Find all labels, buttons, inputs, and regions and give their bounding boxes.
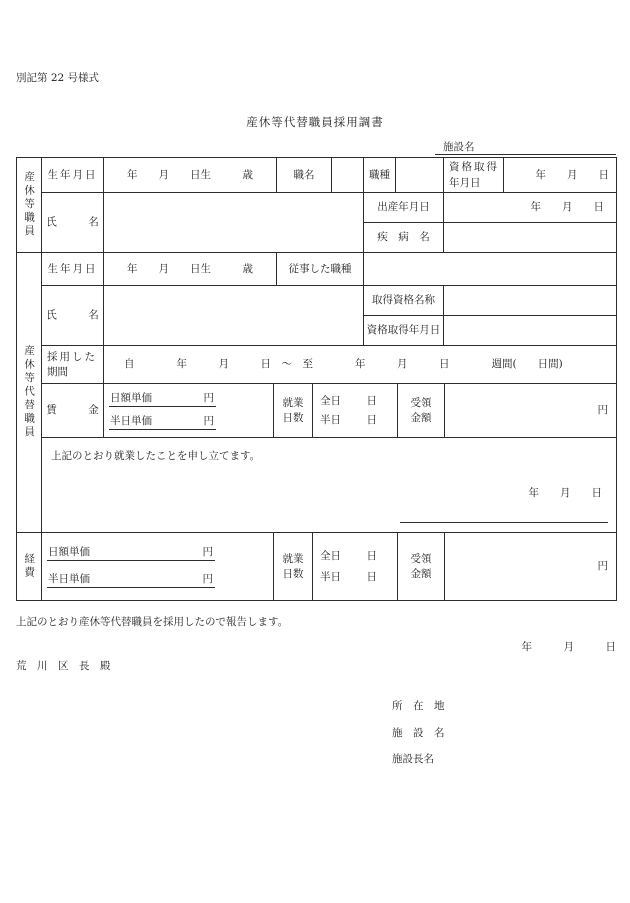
ss-half-day-row [320,413,377,427]
exp-receipt-label [397,532,445,601]
director-label: 施設長名 [392,753,434,765]
ss-receipt-label-line1: 受領 [410,396,432,409]
ms-job-title-label: 職名 [276,157,332,193]
ms-disease-field [443,222,617,253]
ss-period-label [41,345,104,384]
ss-name-field [103,285,364,346]
ms-delivery-date-label: 出産年月日 [363,192,444,223]
ss-signature-line [400,521,608,523]
ss-wage-label: 賃 金 [41,383,104,438]
exp-half-day-label: 半日 [320,571,341,584]
exp-work-days-label-line2: 日数 [282,568,304,580]
ms-job-type-label: 職種 [363,157,396,193]
ms-disease-label: 疾 病 名 [363,222,444,253]
section-substitute-staff-label: 産休等代替職員 [23,345,36,440]
ss-half-day-unit: 日 [366,413,377,426]
ss-half-rate-unit: 円 [203,414,214,427]
ss-period-label-line2: 期間 [47,366,68,378]
exp-daily-rate-line [47,545,215,561]
report-date: 年 月 日 [521,641,616,653]
ss-half-rate-line [109,414,216,430]
ss-wage-rates-cell [103,383,274,438]
ss-engaged-job-label: 従事した職種 [276,252,364,286]
exp-daily-rate-label: 日額単価 [48,545,90,558]
exp-work-days-label [273,532,313,601]
exp-receipt-amount-field: 円 [444,532,617,601]
facility-label: 施 設 名 [392,727,445,739]
ss-half-day-label: 半日 [320,413,341,426]
exp-full-day-row [320,549,377,563]
ms-name-field [103,192,364,253]
ms-name-label: 氏 名 [41,192,104,253]
facility-name-field [435,139,616,155]
ss-receipt-label [397,383,445,438]
ss-work-days-field [312,383,398,438]
exp-half-rate-unit: 円 [202,573,213,586]
exp-half-day-unit: 日 [366,571,377,584]
ss-full-day-label: 全日 [320,394,341,407]
ss-name-label: 氏 名 [41,285,104,346]
ss-qual-date-field [443,315,617,346]
exp-half-rate-label: 半日単価 [48,573,90,586]
ms-birth-date-label: 生年月日 [41,157,104,193]
facility-name-label: 施設名 [443,141,475,153]
ss-receipt-amount-field: 円 [444,383,617,438]
section-expense-label-cell [16,532,42,601]
ss-daily-rate-unit: 円 [203,391,214,404]
ss-qual-name-field [443,285,617,316]
ss-receipt-label-line2: 金額 [410,412,432,424]
addressee: 荒 川 区 長 殿 [16,660,111,672]
ss-statement-date: 年 月 日 [528,487,602,499]
exp-receipt-label-line1: 受領 [410,552,432,565]
ms-birth-date-field: 年 月 日生 歳 [103,157,277,193]
ss-statement-cell [41,437,617,533]
ms-job-title-field [331,157,364,193]
ms-qual-date-field: 年 月 日 [503,157,617,193]
form-number: 別記第 22 号様式 [16,72,100,84]
ss-engaged-job-field [363,252,617,286]
report-statement: 上記のとおり産休等代替職員を採用したので報告します。 [16,616,289,628]
ss-qual-name-label: 取得資格名称 [363,285,444,316]
ms-qual-date-label [443,157,504,193]
exp-work-days-label-line1: 就業 [282,552,304,565]
ss-work-days-label-line1: 就業 [282,396,304,409]
ss-period-field: 自 年 月 日 〜 至 年 月 日 週間( 日間) [103,345,617,384]
exp-half-day-row [320,570,377,584]
employment-report-table [16,157,617,601]
exp-half-rate-line [47,572,215,588]
ss-daily-rate-label: 日額単価 [110,391,152,404]
ms-qual-date-label-line2: 年月日 [449,176,481,189]
ss-work-days-label-line2: 日数 [282,412,304,424]
page-title: 産休等代替職員採用調書 [246,115,384,129]
section-expense-label: 経費 [23,553,36,580]
ms-qual-date-label-line1: 資格取得 [449,161,499,174]
exp-receipt-label-line2: 金額 [410,568,432,580]
ms-job-type-field [395,157,444,193]
ss-birth-date-field: 年 月 日生 歳 [103,252,277,286]
section-maternity-staff-label-cell [16,157,42,253]
exp-work-days-field [312,532,398,601]
exp-full-day-label: 全日 [320,549,341,562]
address-label: 所 在 地 [392,700,445,712]
ss-daily-rate-line [109,391,216,407]
ss-statement-text: 上記のとおり就業したことを申し立てます。 [51,450,261,462]
ss-full-day-row [320,394,377,408]
ss-period-label-line1: 採用した [47,350,97,363]
exp-rates-cell [41,532,274,601]
exp-full-day-unit: 日 [366,549,377,562]
ms-delivery-date-field: 年 月 日 [443,192,617,223]
ss-birth-date-label: 生年月日 [41,252,104,286]
ss-half-rate-label: 半日単価 [110,414,152,427]
section-maternity-staff-label: 産休等職員 [23,171,36,239]
ss-qual-date-label: 資格取得年月日 [363,315,444,346]
section-substitute-staff-label-cell [16,252,42,533]
exp-daily-rate-unit: 円 [202,545,213,558]
ss-work-days-label [273,383,313,438]
ss-full-day-unit: 日 [366,394,377,407]
